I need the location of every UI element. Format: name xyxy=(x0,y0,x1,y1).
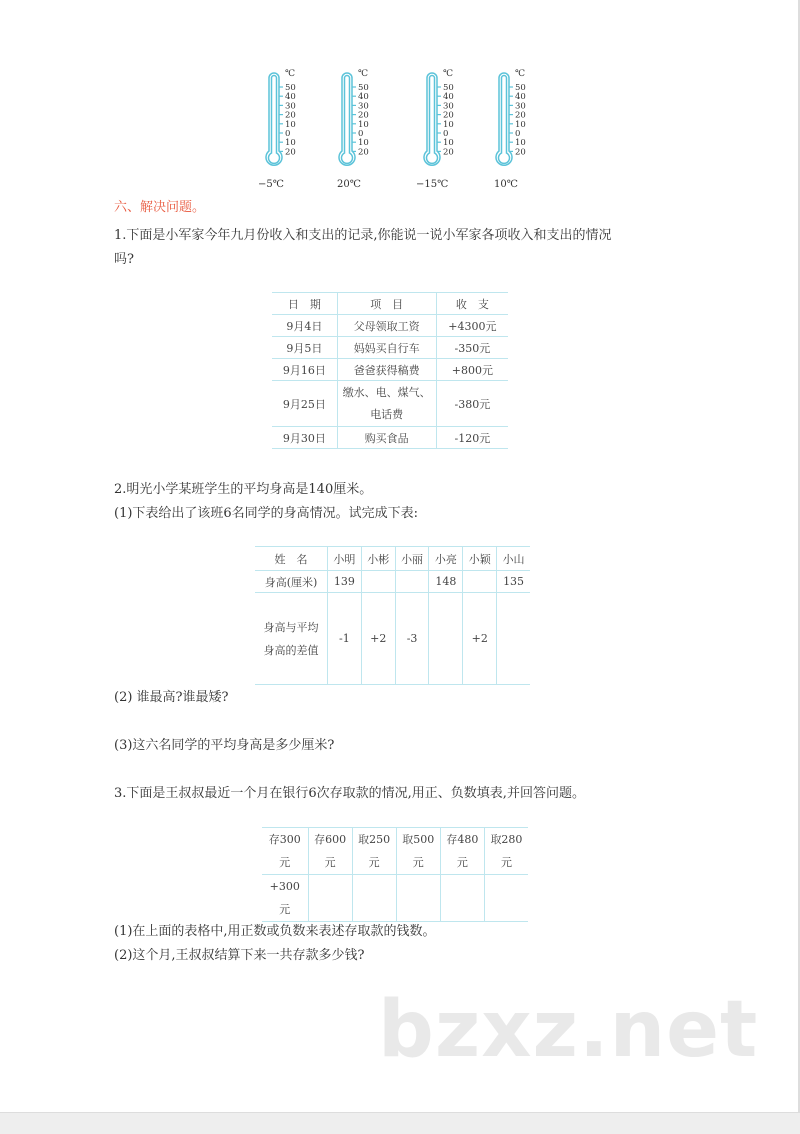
table-cell: 139 xyxy=(328,571,362,593)
table-cell: 存600元 xyxy=(308,828,352,875)
svg-text:℃: ℃ xyxy=(358,69,369,79)
table-cell xyxy=(308,875,352,922)
table-cell: -1 xyxy=(328,593,362,685)
svg-text:50: 50 xyxy=(515,83,526,93)
table-cell: 存300元 xyxy=(262,828,308,875)
q2-sub3: (3)这六名同学的平均身高是多少厘米? xyxy=(114,738,335,753)
svg-text:40: 40 xyxy=(515,92,526,103)
table-cell: 购买食品 xyxy=(337,427,436,449)
table-cell: 小彬 xyxy=(361,547,395,571)
svg-text:10: 10 xyxy=(443,138,454,149)
table-cell: +2 xyxy=(361,593,395,685)
table-cell: 小丽 xyxy=(395,547,429,571)
q2-sub2: (2) 谁最高?谁最矮? xyxy=(114,690,229,705)
thermometer-reading: −5℃ xyxy=(258,179,284,190)
table-cell: 取500元 xyxy=(396,828,440,875)
svg-text:40: 40 xyxy=(285,92,296,103)
table-cell: -3 xyxy=(395,593,429,685)
svg-text:20: 20 xyxy=(515,110,526,121)
table-cell xyxy=(361,571,395,593)
table-cell: 姓 名 xyxy=(255,547,328,571)
svg-text:50: 50 xyxy=(358,83,369,93)
table-cell: 爸爸获得稿费 xyxy=(337,359,436,381)
header-cell: 项 目 xyxy=(337,293,436,315)
svg-text:10: 10 xyxy=(285,119,296,130)
table-row xyxy=(272,427,508,449)
watermark: bzxz.net xyxy=(378,985,759,1075)
thermometer-icon xyxy=(420,66,480,176)
q2-text: 2.明光小学某班学生的平均身高是140厘米。 xyxy=(114,482,373,497)
table-cell: -350元 xyxy=(436,337,508,359)
thermometer-icon xyxy=(262,66,322,176)
q3-text: 3.下面是王叔叔最近一个月在银行6次存取款的情况,用正、负数填表,并回答问题。 xyxy=(114,786,585,801)
table-row xyxy=(255,571,530,593)
thermometer xyxy=(258,66,322,194)
header-cell: 日 期 xyxy=(272,293,337,315)
table-row xyxy=(255,593,530,685)
svg-text:50: 50 xyxy=(443,83,454,93)
thermometer-reading: 10℃ xyxy=(494,179,518,190)
svg-text:20: 20 xyxy=(515,147,526,158)
q1-text: 1.下面是小军家今年九月份收入和支出的记录,你能说一说小军家各项收入和支出的情况 xyxy=(114,228,612,243)
table-row xyxy=(272,315,508,337)
svg-text:10: 10 xyxy=(285,138,296,149)
table-cell: 取280元 xyxy=(484,828,528,875)
q3-sub1: (1)在上面的表格中,用正数或负数来表述存取款的钱数。 xyxy=(114,924,436,939)
svg-text:20: 20 xyxy=(443,110,454,121)
svg-text:50: 50 xyxy=(285,83,296,93)
svg-text:20: 20 xyxy=(443,147,454,158)
table-cell: 取250元 xyxy=(352,828,396,875)
svg-text:20: 20 xyxy=(285,147,296,158)
svg-text:℃: ℃ xyxy=(515,69,526,79)
table-cell: 9月25日 xyxy=(272,381,337,427)
table-cell: 缴水、电、煤气、电话费 xyxy=(337,381,436,427)
svg-text:20: 20 xyxy=(358,110,369,121)
svg-text:30: 30 xyxy=(443,101,454,112)
table-cell xyxy=(463,571,497,593)
q2-sub1: (1)下表给出了该班6名同学的身高情况。试完成下表: xyxy=(114,506,419,521)
table-cell: 身高(厘米) xyxy=(255,571,328,593)
svg-text:40: 40 xyxy=(358,92,369,103)
table-cell xyxy=(484,875,528,922)
thermometer-reading: −15℃ xyxy=(416,179,449,190)
table-cell xyxy=(429,593,463,685)
table-cell: 148 xyxy=(429,571,463,593)
table-row xyxy=(262,875,528,922)
table-cell: +2 xyxy=(463,593,497,685)
svg-text:30: 30 xyxy=(358,101,369,112)
svg-text:10: 10 xyxy=(358,138,369,149)
thermometer-reading: 20℃ xyxy=(337,179,361,190)
table-cell xyxy=(395,571,429,593)
svg-text:30: 30 xyxy=(285,101,296,112)
table-cell: 9月5日 xyxy=(272,337,337,359)
thermometer xyxy=(416,66,480,194)
table-cell: -120元 xyxy=(436,427,508,449)
thermometer xyxy=(492,66,552,194)
income-table xyxy=(272,292,508,449)
svg-text:℃: ℃ xyxy=(285,69,296,79)
table-row xyxy=(272,337,508,359)
header-cell: 收 支 xyxy=(436,293,508,315)
table-cell xyxy=(497,593,530,685)
table-cell xyxy=(440,875,484,922)
table-cell: 身高与平均身高的差值 xyxy=(255,593,328,685)
table-cell: 父母领取工资 xyxy=(337,315,436,337)
table-cell: 135 xyxy=(497,571,530,593)
table-cell: 9月16日 xyxy=(272,359,337,381)
svg-text:30: 30 xyxy=(515,101,526,112)
svg-text:20: 20 xyxy=(358,147,369,158)
thermometer-icon xyxy=(492,66,552,176)
svg-text:℃: ℃ xyxy=(443,69,454,79)
section-title: 六、解决问题。 xyxy=(114,200,206,215)
svg-text:20: 20 xyxy=(285,110,296,121)
thermometer-icon xyxy=(335,66,395,176)
table-cell: 9月4日 xyxy=(272,315,337,337)
table-cell: 妈妈买自行车 xyxy=(337,337,436,359)
table-cell: 存480元 xyxy=(440,828,484,875)
height-table xyxy=(255,546,530,685)
table-cell: 小亮 xyxy=(429,547,463,571)
thermometer xyxy=(335,66,395,194)
svg-text:0: 0 xyxy=(515,129,521,139)
table-cell: 小明 xyxy=(328,547,362,571)
svg-text:10: 10 xyxy=(515,119,526,130)
table-cell: +300元 xyxy=(262,875,308,922)
svg-text:40: 40 xyxy=(443,92,454,103)
table-cell: -380元 xyxy=(436,381,508,427)
q3-sub2: (2)这个月,王叔叔结算下来一共存款多少钱? xyxy=(114,948,365,963)
svg-text:0: 0 xyxy=(443,129,449,139)
deposit-table xyxy=(262,827,528,922)
table-cell: +800元 xyxy=(436,359,508,381)
table-row xyxy=(272,359,508,381)
svg-text:10: 10 xyxy=(443,119,454,130)
table-cell: 9月30日 xyxy=(272,427,337,449)
svg-text:0: 0 xyxy=(285,129,291,139)
table-cell xyxy=(396,875,440,922)
q1-text-cont: 吗? xyxy=(114,252,134,267)
svg-text:0: 0 xyxy=(358,129,364,139)
svg-text:10: 10 xyxy=(358,119,369,130)
table-row xyxy=(272,381,508,427)
page-bottom-bar xyxy=(0,1112,800,1134)
table-cell: +4300元 xyxy=(436,315,508,337)
table-cell xyxy=(352,875,396,922)
svg-text:10: 10 xyxy=(515,138,526,149)
table-cell: 小山 xyxy=(497,547,530,571)
table-cell: 小颖 xyxy=(463,547,497,571)
